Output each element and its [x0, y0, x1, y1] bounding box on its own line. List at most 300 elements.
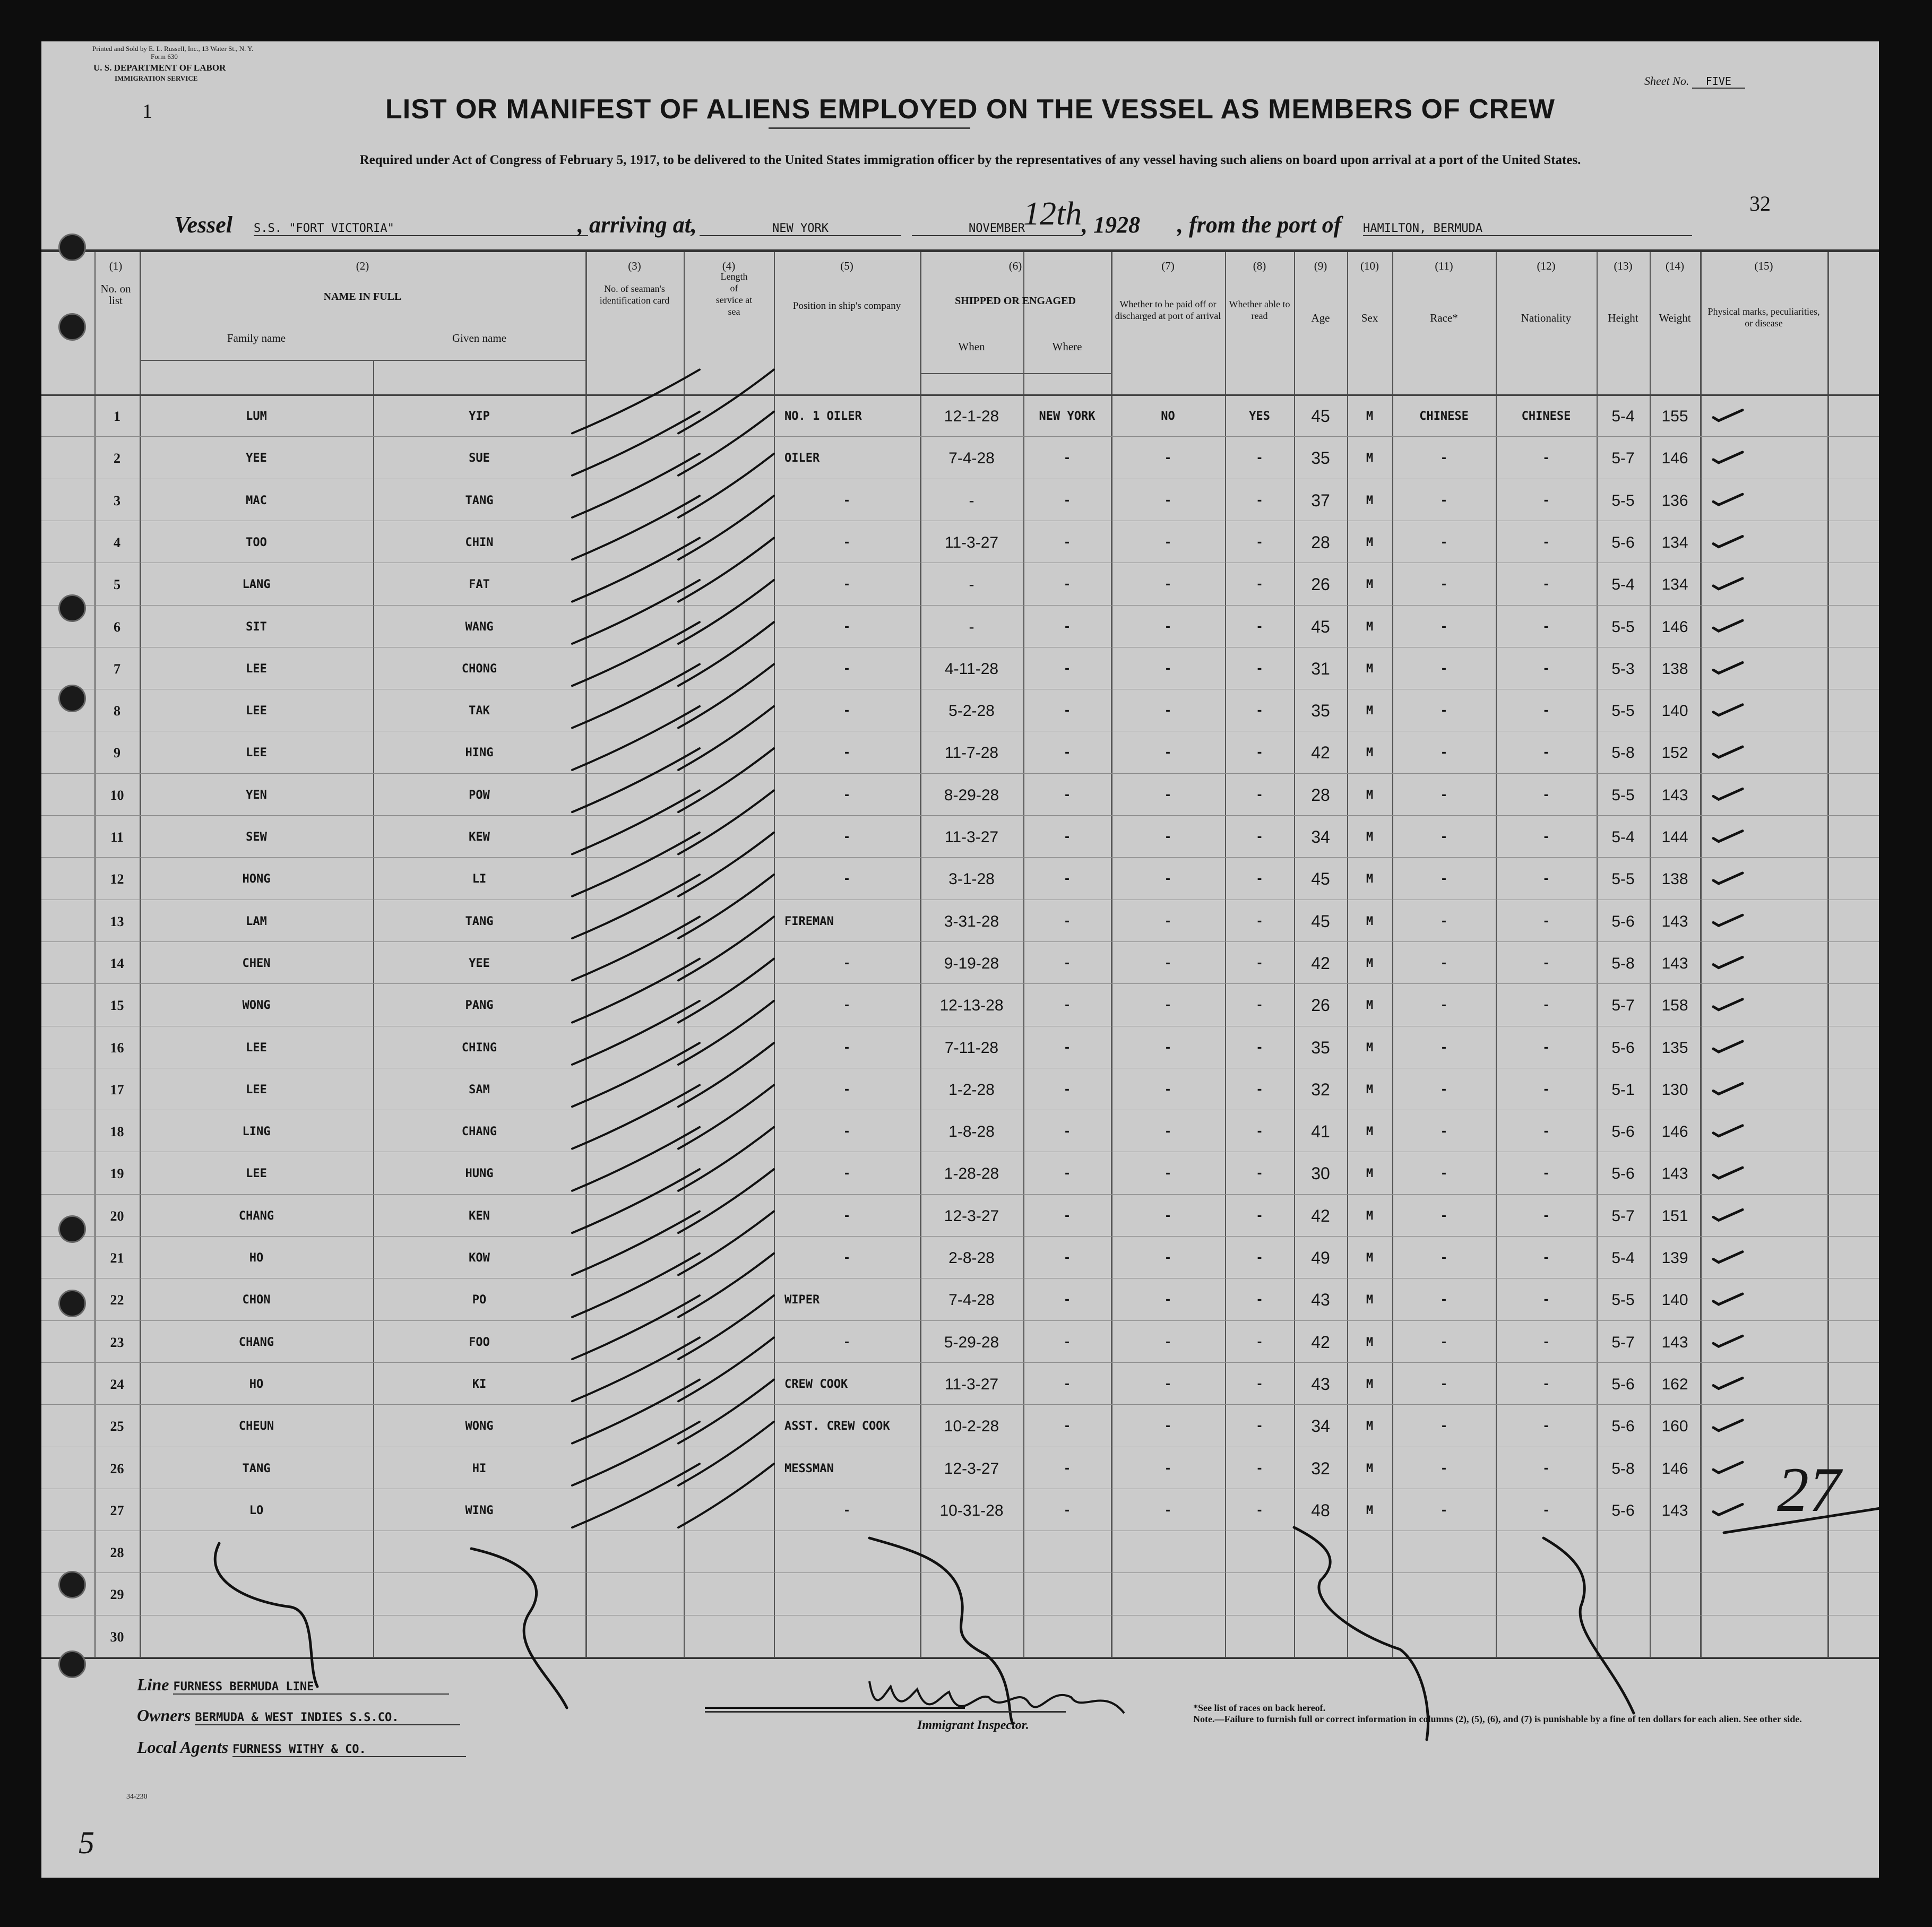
check-mark	[1713, 1168, 1743, 1178]
check-mark	[1713, 705, 1743, 715]
cell-read: -	[1256, 957, 1263, 970]
cell-position: OILER	[784, 452, 820, 465]
cell-age: 49	[1311, 1248, 1330, 1267]
cell-position: -	[843, 494, 851, 507]
header-weight: Weight	[1659, 312, 1691, 324]
cell-weight: 143	[1661, 1165, 1688, 1182]
cell-paid: -	[1164, 494, 1172, 507]
cell-position: -	[843, 1504, 851, 1517]
cell-no: 30	[110, 1629, 124, 1645]
cell-nat: -	[1542, 704, 1550, 718]
cell-read: -	[1256, 1125, 1263, 1138]
cell-no: 15	[110, 998, 124, 1013]
cell-height: 5-3	[1611, 660, 1635, 678]
binder-hole	[58, 313, 86, 341]
cell-given: FOO	[469, 1336, 490, 1349]
cell-paid: -	[1164, 1167, 1172, 1180]
ditto-slashes	[572, 369, 774, 1527]
cell-no: 13	[110, 914, 124, 929]
cell-when: 12-3-27	[944, 1460, 999, 1477]
check-mark	[1713, 1336, 1743, 1346]
cell-where: -	[1063, 1209, 1071, 1223]
cell-position: MESSMAN	[784, 1462, 834, 1475]
squiggle-mark	[215, 1543, 317, 1687]
cell-position: -	[843, 536, 851, 549]
cell-no: 27	[110, 1503, 124, 1518]
check-mark	[1713, 747, 1743, 757]
cell-race: -	[1440, 915, 1448, 928]
cell-sex: M	[1366, 1251, 1374, 1265]
check-mark	[1713, 1083, 1743, 1094]
col-number-12: (12)	[1537, 260, 1556, 272]
cell-nat: -	[1542, 746, 1550, 759]
header-race: Race*	[1430, 312, 1458, 324]
cell-height: 5-4	[1611, 576, 1635, 593]
check-mark	[1713, 620, 1743, 631]
cell-family: LEE	[246, 746, 267, 759]
cell-sex: M	[1366, 746, 1374, 759]
cell-weight: 136	[1661, 492, 1688, 509]
cell-given: TAK	[469, 704, 490, 718]
cell-when: 3-1-28	[948, 870, 995, 888]
cell-when: 10-31-28	[939, 1502, 1004, 1519]
cell-race: -	[1440, 1083, 1448, 1096]
page-subtitle: Required under Act of Congress of February 5, 1917, to be delivered to the United States immigration officer by the representatives of any vessel having such aliens on board upon arrival at a port of the United States.	[359, 153, 1581, 167]
cell-race: -	[1440, 1336, 1448, 1349]
cell-height: 5-4	[1611, 408, 1635, 425]
cell-given: HING	[465, 746, 494, 759]
cell-no: 12	[110, 871, 124, 887]
vessel-label: Vessel	[174, 212, 232, 238]
cell-no: 23	[110, 1335, 124, 1350]
cell-sex: M	[1366, 915, 1374, 928]
col-number-10: (10)	[1360, 260, 1379, 272]
manifest-sheet	[41, 41, 1879, 1878]
cell-height: 5-6	[1611, 1376, 1635, 1393]
col-number-8: (8)	[1253, 260, 1266, 272]
cell-where: -	[1063, 1083, 1071, 1096]
cell-weight: 134	[1661, 576, 1688, 593]
cell-where: -	[1063, 1378, 1071, 1391]
cell-family: LEE	[246, 662, 267, 676]
ditto-slash	[572, 1464, 700, 1527]
check-mark	[1713, 1378, 1743, 1389]
cell-paid: -	[1164, 1125, 1172, 1138]
binder-hole	[58, 1215, 86, 1243]
cell-given: YEE	[469, 957, 490, 970]
cell-where: -	[1063, 452, 1071, 465]
cell-weight: 160	[1661, 1418, 1688, 1435]
cell-nat: -	[1542, 1083, 1550, 1096]
cell-paid: -	[1164, 1293, 1172, 1307]
check-mark	[1713, 1041, 1743, 1052]
cell-age: 26	[1311, 996, 1330, 1015]
cell-where: -	[1063, 662, 1071, 676]
cell-paid: -	[1164, 831, 1172, 844]
inspector-label: Immigrant Inspector.	[917, 1718, 1029, 1732]
cell-paid: -	[1164, 999, 1172, 1012]
cell-height: 5-6	[1611, 1418, 1635, 1435]
cell-age: 42	[1311, 743, 1330, 762]
cell-position: WIPER	[784, 1293, 820, 1307]
cell-paid: -	[1164, 1336, 1172, 1349]
cell-nat: -	[1542, 1336, 1550, 1349]
check-mark	[1713, 957, 1743, 968]
check-mark	[1713, 873, 1743, 884]
cell-nat: -	[1542, 1209, 1550, 1223]
cell-read: -	[1256, 704, 1263, 718]
col-number-6: (6)	[1008, 260, 1022, 272]
cell-age: 26	[1311, 575, 1330, 594]
cell-where: -	[1063, 620, 1071, 634]
cell-paid: -	[1164, 915, 1172, 928]
check-mark	[1713, 578, 1743, 589]
cell-family: YEE	[246, 452, 267, 465]
cell-weight: 134	[1661, 534, 1688, 551]
cell-no: 5	[114, 577, 120, 592]
cell-paid: -	[1164, 662, 1172, 676]
arrival-day: 12th	[1023, 196, 1082, 232]
cell-paid: -	[1164, 704, 1172, 718]
cell-given: CHONG	[461, 662, 497, 676]
check-marks	[1713, 410, 1743, 1515]
header-height: Height	[1608, 312, 1638, 324]
cell-no: 9	[114, 745, 120, 761]
cell-given: PO	[472, 1293, 487, 1307]
arriving-port: NEW YORK	[700, 222, 901, 236]
cell-no: 17	[110, 1082, 124, 1098]
cell-position: -	[843, 1336, 851, 1349]
cell-where: NEW YORK	[1039, 410, 1096, 423]
cell-when: 1-8-28	[948, 1123, 995, 1140]
cell-read: -	[1256, 620, 1263, 634]
cell-race: -	[1440, 1504, 1448, 1517]
col-number-13: (13)	[1614, 260, 1633, 272]
page-number: 32	[1749, 192, 1771, 215]
col-number-7: (7)	[1161, 260, 1175, 272]
cell-age: 42	[1311, 1206, 1330, 1225]
cell-height: 5-5	[1611, 787, 1635, 804]
cell-where: -	[1063, 831, 1071, 844]
cell-sex: M	[1366, 1209, 1374, 1223]
cell-race: -	[1440, 1251, 1448, 1265]
agents-value: FURNESS WITHY & CO.	[232, 1743, 466, 1757]
cell-position: -	[843, 1209, 851, 1223]
cell-given: SAM	[469, 1083, 490, 1096]
from-port-label: , from the port of	[1177, 212, 1342, 238]
cell-read: -	[1256, 494, 1263, 507]
cell-given: TANG	[465, 494, 494, 507]
cell-nat: CHINESE	[1521, 410, 1571, 423]
corner-mark: 1	[142, 100, 152, 123]
header-nationality: Nationality	[1521, 312, 1572, 324]
cell-family: SEW	[246, 831, 267, 844]
cell-race: CHINESE	[1419, 410, 1469, 423]
cell-nat: -	[1542, 999, 1550, 1012]
cell-read: -	[1256, 1041, 1263, 1055]
cell-weight: 152	[1661, 744, 1688, 762]
check-mark	[1713, 1209, 1743, 1220]
cell-when: 5-2-28	[948, 702, 995, 720]
cell-sex: M	[1366, 1462, 1374, 1475]
cell-family: CHEUN	[238, 1420, 274, 1433]
cell-family: LAM	[246, 915, 267, 928]
cell-race: -	[1440, 536, 1448, 549]
cell-nat: -	[1542, 915, 1550, 928]
cell-age: 35	[1311, 448, 1330, 468]
cell-weight: 158	[1661, 997, 1688, 1014]
cell-nat: -	[1542, 1420, 1550, 1433]
cell-paid: -	[1164, 1420, 1172, 1433]
cell-nat: -	[1542, 452, 1550, 465]
cell-age: 34	[1311, 1416, 1330, 1436]
cell-family: HONG	[242, 872, 271, 886]
check-mark	[1713, 789, 1743, 799]
cell-weight: 143	[1661, 1334, 1688, 1351]
cell-where: -	[1063, 957, 1071, 970]
cell-weight: 162	[1661, 1376, 1688, 1393]
cell-when: 11-3-27	[944, 828, 999, 846]
cell-family: SIT	[246, 620, 267, 634]
cell-read: -	[1256, 1083, 1263, 1096]
cell-read: -	[1256, 831, 1263, 844]
cell-sex: M	[1366, 957, 1374, 970]
cell-weight: 143	[1661, 787, 1688, 804]
cell-sex: M	[1366, 494, 1374, 507]
cell-read: -	[1256, 662, 1263, 676]
cell-paid: -	[1164, 1504, 1172, 1517]
cell-read: -	[1256, 1420, 1263, 1433]
cell-age: 32	[1311, 1459, 1330, 1478]
cell-sex: M	[1366, 536, 1374, 549]
cell-weight: 143	[1661, 1502, 1688, 1519]
cell-given: KOW	[469, 1251, 490, 1265]
cell-sex: M	[1366, 1125, 1374, 1138]
header-where: Where	[1052, 340, 1082, 353]
arrival-year: , 1928	[1082, 212, 1140, 238]
binder-hole	[58, 1571, 86, 1598]
cell-where: -	[1063, 1504, 1071, 1517]
cell-where: -	[1063, 1420, 1071, 1433]
cell-read: -	[1256, 1504, 1263, 1517]
vessel-name: S.S. "FORT VICTORIA"	[254, 222, 588, 236]
squiggle-mark	[1543, 1538, 1634, 1713]
cell-when: 7-11-28	[944, 1039, 999, 1057]
cell-age: 32	[1311, 1080, 1330, 1099]
cell-race: -	[1440, 957, 1448, 970]
cell-when: 7-4-28	[948, 1291, 995, 1309]
cell-age: 30	[1311, 1164, 1330, 1183]
cell-weight: 140	[1661, 702, 1688, 720]
cell-given: LI	[472, 872, 487, 886]
cell-race: -	[1440, 1041, 1448, 1055]
cell-nat: -	[1542, 1293, 1550, 1307]
owners-value: BERMUDA & WEST INDIES S.S.CO.	[195, 1711, 460, 1725]
cell-no: 10	[110, 788, 124, 803]
cell-given: CHANG	[461, 1125, 497, 1138]
cell-no: 18	[110, 1124, 124, 1139]
check-mark	[1713, 1252, 1743, 1263]
cell-age: 42	[1311, 1333, 1330, 1352]
cell-position: -	[843, 746, 851, 759]
cell-height: 5-6	[1611, 1039, 1635, 1057]
note-penalty: Note.—Failure to furnish full or correct information in columns (2), (5), (6), and (7) is punishable by a fine of ten dollars for each alien. See other side.	[1193, 1714, 1802, 1724]
cell-when: 2-8-28	[948, 1249, 995, 1267]
cell-read: -	[1256, 999, 1263, 1012]
cell-race: -	[1440, 1420, 1448, 1433]
cell-given: KI	[472, 1378, 487, 1391]
cell-position: -	[843, 662, 851, 676]
cell-age: 45	[1311, 617, 1330, 636]
handwriting-layer	[41, 41, 1879, 1878]
cell-given: WANG	[465, 620, 494, 634]
cell-nat: -	[1542, 1378, 1550, 1391]
binder-hole	[58, 594, 86, 622]
cell-no: 21	[110, 1250, 124, 1266]
cell-height: 5-5	[1611, 702, 1635, 720]
squiggle-mark	[471, 1549, 567, 1708]
header-length-service: Length of service at sea	[715, 271, 753, 317]
col-number-5: (5)	[840, 260, 853, 272]
cell-no: 26	[110, 1461, 124, 1476]
cell-when: 4-11-28	[944, 660, 999, 678]
cell-sex: M	[1366, 789, 1374, 802]
cell-height: 5-1	[1611, 1081, 1635, 1099]
cell-age: 41	[1311, 1122, 1330, 1141]
cell-when: 8-29-28	[944, 787, 999, 804]
arrival-month: NOVEMBER	[912, 222, 1082, 236]
cell-when: 10-2-28	[944, 1418, 999, 1435]
cell-family: LEE	[246, 1083, 267, 1096]
cell-no: 19	[110, 1166, 124, 1181]
cell-given: TANG	[465, 915, 494, 928]
cell-height: 5-6	[1611, 913, 1635, 930]
cell-family: CHEN	[242, 957, 271, 970]
cell-age: 48	[1311, 1501, 1330, 1520]
owners-row	[137, 1706, 460, 1725]
cell-given: FAT	[469, 578, 490, 591]
cell-race: -	[1440, 578, 1448, 591]
cell-paid: -	[1164, 536, 1172, 549]
cell-race: -	[1440, 1167, 1448, 1180]
cell-given: YIP	[469, 410, 490, 423]
cell-height: 5-6	[1611, 1165, 1635, 1182]
cell-family: CHANG	[238, 1209, 274, 1223]
header-when: When	[958, 340, 985, 353]
cell-position: -	[843, 789, 851, 802]
check-mark	[1713, 1504, 1743, 1515]
check-mark	[1713, 537, 1743, 547]
cell-where: -	[1063, 536, 1071, 549]
cell-sex: M	[1366, 1083, 1374, 1096]
cell-paid: -	[1164, 452, 1172, 465]
sheet-number: FIVE	[1692, 75, 1745, 89]
cell-given: WING	[465, 1504, 494, 1517]
cell-read: -	[1256, 536, 1263, 549]
cell-paid: -	[1164, 1462, 1172, 1475]
cell-race: -	[1440, 1209, 1448, 1223]
cell-height: 5-7	[1611, 450, 1635, 467]
cell-family: LEE	[246, 704, 267, 718]
cell-read: -	[1256, 578, 1263, 591]
agents-row	[137, 1738, 466, 1757]
cell-given: CHIN	[465, 536, 494, 549]
cell-position: CREW COOK	[784, 1378, 848, 1391]
from-port: HAMILTON, BERMUDA	[1363, 222, 1692, 236]
cell-family: HO	[249, 1378, 264, 1391]
cell-sex: M	[1366, 410, 1374, 423]
cell-family: WONG	[242, 999, 271, 1012]
page-title: LIST OR MANIFEST OF ALIENS EMPLOYED ON THE VESSEL AS MEMBERS OF CREW	[385, 94, 1555, 125]
cell-race: -	[1440, 999, 1448, 1012]
total-count: 27	[1777, 1454, 1841, 1525]
cell-paid: -	[1164, 789, 1172, 802]
cell-weight: 143	[1661, 913, 1688, 930]
cell-position: -	[843, 1041, 851, 1055]
cell-no: 7	[114, 661, 120, 677]
cell-sex: M	[1366, 704, 1374, 718]
cell-sex: M	[1366, 662, 1374, 676]
cell-no: 8	[114, 703, 120, 719]
col-number-3: (3)	[628, 260, 641, 272]
cell-position: -	[843, 578, 851, 591]
cell-race: -	[1440, 494, 1448, 507]
cell-nat: -	[1542, 789, 1550, 802]
cell-sex: M	[1366, 1336, 1374, 1349]
cell-no: 3	[114, 493, 120, 508]
cell-sex: M	[1366, 1293, 1374, 1307]
header-no-on-list: No. on list	[100, 282, 131, 307]
check-mark	[1713, 494, 1743, 505]
cell-family: CHON	[242, 1293, 271, 1307]
cell-height: 5-5	[1611, 870, 1635, 888]
check-mark	[1713, 1294, 1743, 1304]
cell-position: -	[843, 1083, 851, 1096]
cell-where: -	[1063, 1041, 1071, 1055]
cell-paid: -	[1164, 957, 1172, 970]
binder-hole	[58, 1290, 86, 1317]
cell-where: -	[1063, 999, 1071, 1012]
cell-age: 34	[1311, 827, 1330, 846]
cell-position: FIREMAN	[784, 915, 834, 928]
header-family-name: Family name	[227, 332, 286, 344]
binder-hole	[58, 1651, 86, 1678]
cell-sex: M	[1366, 872, 1374, 886]
cell-where: -	[1063, 746, 1071, 759]
cell-position: NO. 1 OILER	[784, 410, 862, 423]
cell-when: -	[969, 618, 974, 636]
check-mark	[1713, 410, 1743, 421]
cell-no: 11	[110, 829, 124, 845]
cell-where: -	[1063, 1251, 1071, 1265]
cell-given: WONG	[465, 1420, 494, 1433]
check-mark	[1713, 662, 1743, 673]
department-name: U. S. DEPARTMENT OF LABOR	[93, 63, 226, 73]
ditto-slash	[678, 1464, 774, 1527]
cell-position: -	[843, 999, 851, 1012]
binder-hole	[58, 234, 86, 261]
cell-when: -	[969, 576, 974, 593]
cell-race: -	[1440, 1293, 1448, 1307]
cell-nat: -	[1542, 1462, 1550, 1475]
cell-where: -	[1063, 1336, 1071, 1349]
cell-where: -	[1063, 578, 1071, 591]
cell-family: LANG	[242, 578, 271, 591]
cell-race: -	[1440, 704, 1448, 718]
cell-race: -	[1440, 620, 1448, 634]
col-number-11: (11)	[1435, 260, 1453, 272]
cell-weight: 138	[1661, 870, 1688, 888]
